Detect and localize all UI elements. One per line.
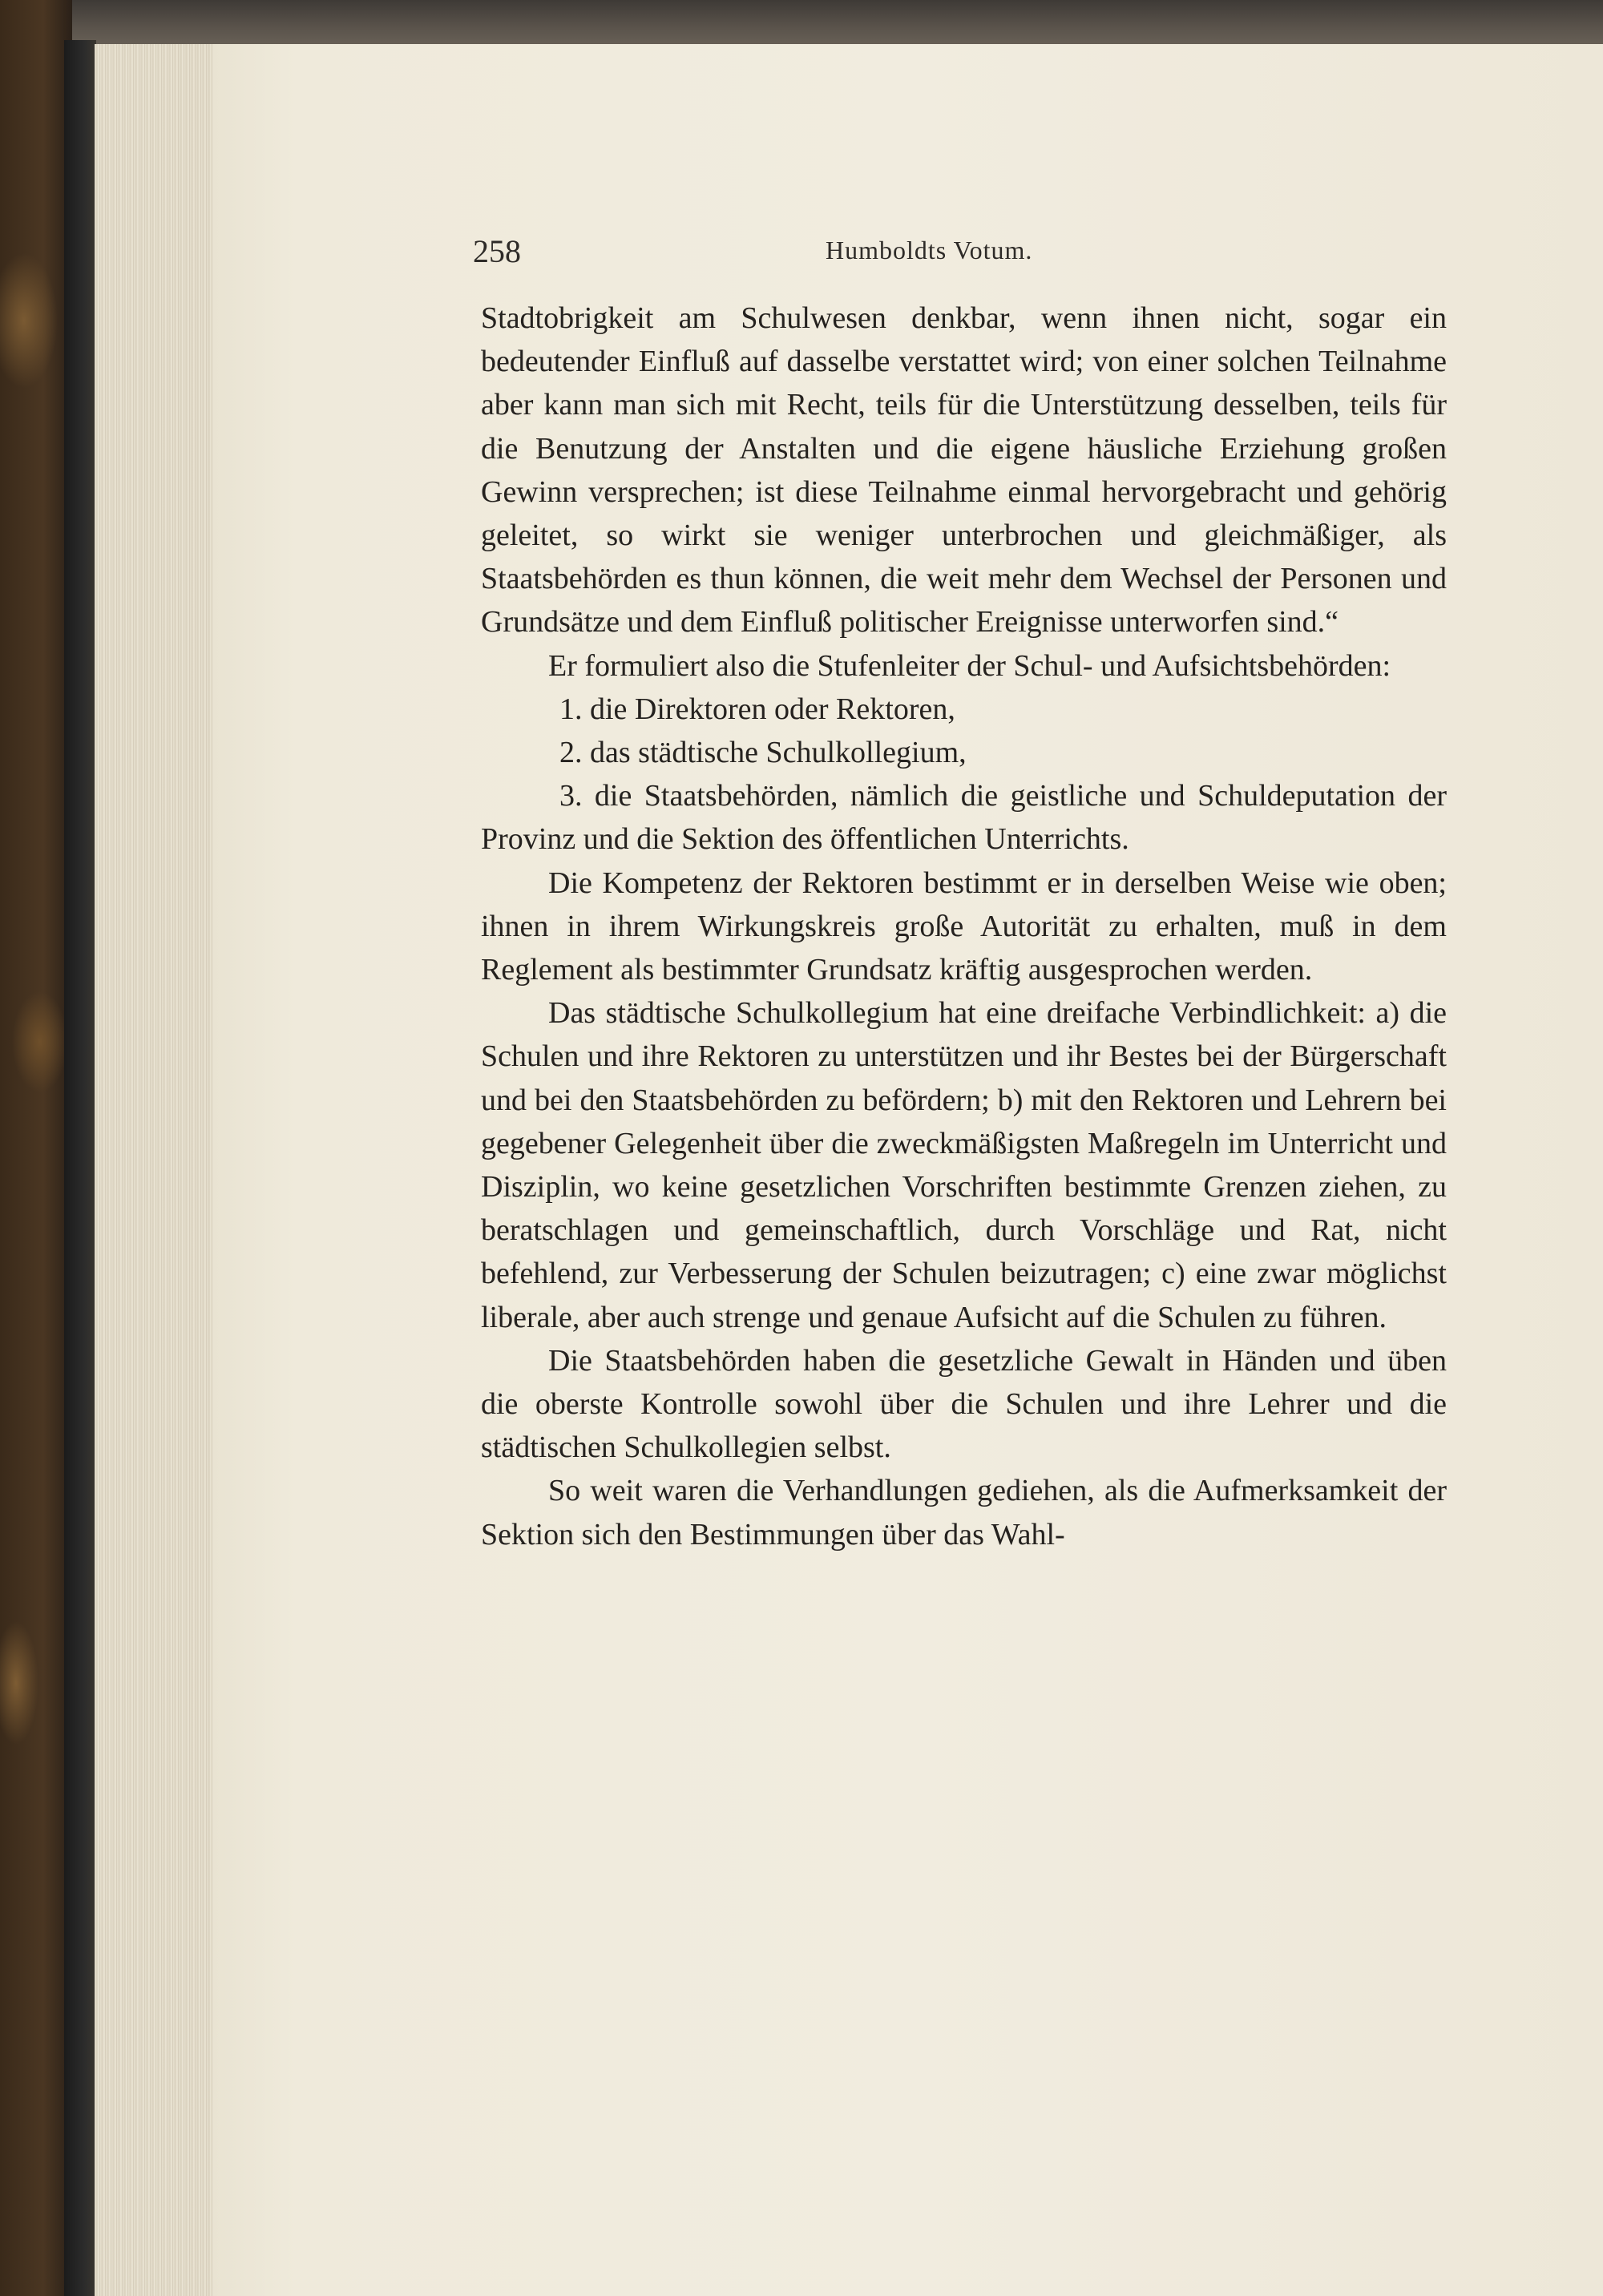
list-item: 1. die Direktoren oder Rektoren, [559,692,955,726]
scan-background-top [0,0,1603,48]
book-cover-board [0,0,72,2296]
paragraph-continuation: Stadtobrigkeit am Schulwesen denkbar, wenn ihnen nicht, sogar ein bedeutender Einfluß auf dasselbe verstattet wird; von einer solchen Teilnahme aber kann man sich mit Recht, teils für die Unterstützung desselben, teils für die Benutzung der Anstalten und die eigene häusliche Erziehung großen Gewinn versprechen; ist diese Teilnahme einmal hervorgebracht und gehörig geleitet, so wirkt sie weniger unterbrochen und gleichmäßiger, als Staatsbehörden es thun können, die weit mehr dem Wechsel der Personen und Grundsätze und dem Einfluß politischer Ereignisse unterworfen sind.“ [481,301,1447,640]
page-edges [95,44,223,2296]
paragraph: Die Kompetenz der Rektoren bestimmt er in derselben Weise wie oben; ihnen in ihrem Wirkungskreis große Autorität zu erhalten, muß in dem Reglement als bestimmter Grundsatz kräftig ausgesprochen werden. [481,866,1447,987]
book-spine [64,40,96,2296]
paragraph: Er formuliert also die Stufenleiter der Schul- und Aufsichtsbehörden: [548,648,1391,683]
list-item: 3. die Staatsbehörden, nämlich die geistliche und Schuldeputation der Provinz und die Sektion des öffentlichen Unterrichts. [481,779,1447,857]
page-body-text [481,297,1447,1556]
paragraph: So weit waren die Verhandlungen gediehen, als die Aufmerksamkeit der Sektion sich den Bestimmungen über das Wahl- [481,1474,1447,1552]
list-item: 2. das städtische Schulkollegium, [559,736,967,770]
paragraph: Die Staatsbehörden haben die gesetzliche Gewalt in Händen und üben die oberste Kontrolle sowohl über die Schulen und ihre Lehrer und die städtischen Schulkollegien selbst. [481,1343,1447,1465]
paragraph: Das städtische Schulkollegium hat eine dreifache Verbindlichkeit: a) die Schulen und ihre Rektoren zu unterstützen und ihr Bestes bei der Bürgerschaft und bei den Staatsbehörden zu befördern; b) mit den Rektoren und Lehrern bei gegebener Gelegenheit über die zweckmäßigsten Maßregeln im Unterricht und Disziplin, wo keine gesetzlichen Vorschriften bestimmte Grenzen ziehen, zu beratschlagen und gemeinschaftlich, durch Vorschläge und Rat, nicht befehlend, zur Verbesserung der Schulen beizutragen; c) eine zwar möglichst liberale, aber auch strenge und genaue Aufsicht auf die Schulen zu führen. [481,996,1447,1334]
page-header [473,232,1547,280]
page-number: 258 [473,233,521,269]
running-head: Humboldts Votum. [826,236,1033,264]
